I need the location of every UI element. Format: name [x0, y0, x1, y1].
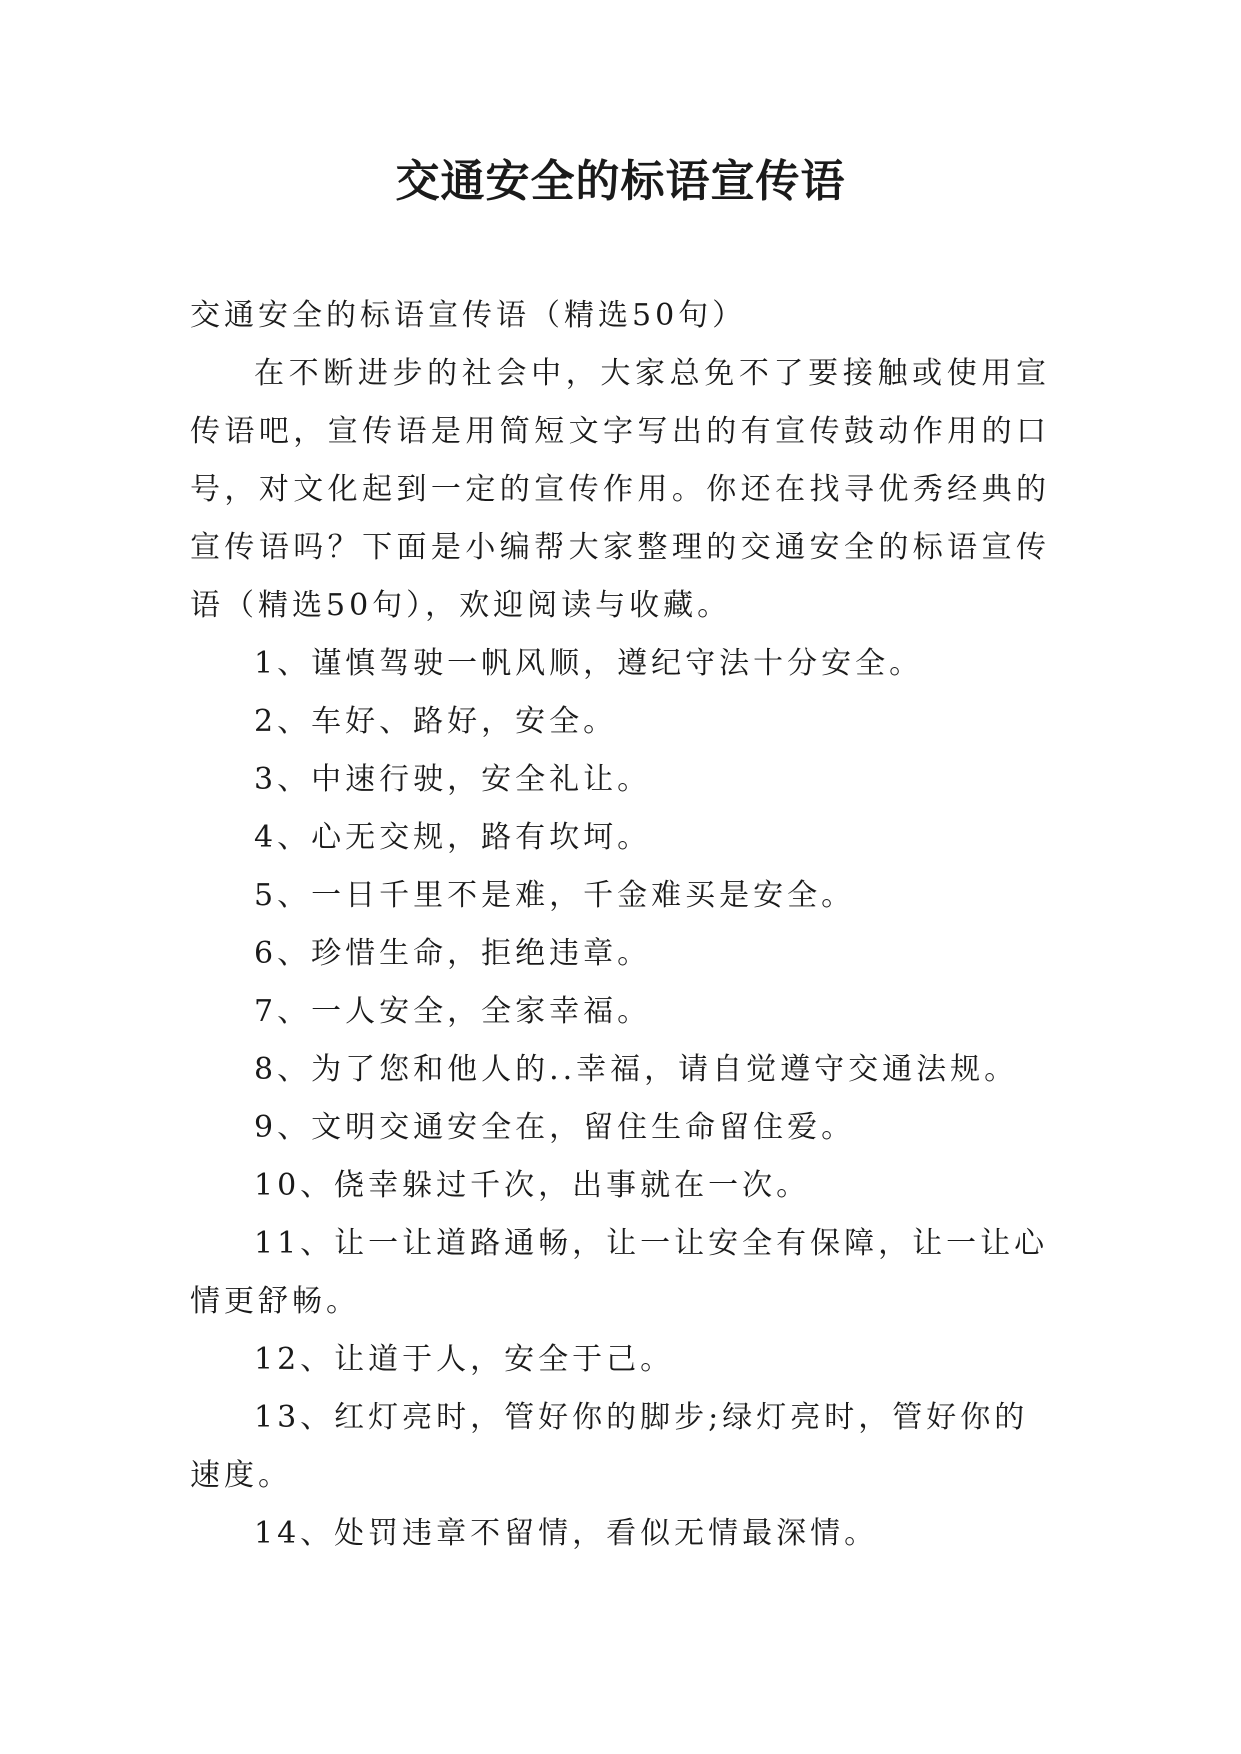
slogan-item: 9、文明交通安全在，留住生命留住爱。: [254, 1110, 856, 1145]
document-title: 交通安全的标语宣传语: [395, 156, 846, 207]
slogan-item: 4、心无交规，路有坎坷。: [254, 820, 652, 855]
slogan-item: 14、处罚违章不留情，看似无情最深情。: [254, 1516, 879, 1551]
slogan-item: 12、让道于人，安全于己。: [254, 1342, 675, 1377]
slogan-item: 10、侥幸躲过千次，出事就在一次。: [254, 1168, 811, 1203]
slogan-item: 8、为了您和他人的..幸福，请自觉遵守交通法规。: [254, 1052, 1019, 1087]
document-body: [190, 287, 1050, 1563]
slogan-item: 5、一日千里不是难，千金难买是安全。: [254, 878, 856, 913]
slogan-item: 2、车好、路好，安全。: [254, 704, 618, 739]
intro-paragraph: 在不断进步的社会中，大家总免不了要接触或使用宣传语吧，宣传语是用简短文字写出的有宣传鼓动作用的口号，对文化起到一定的宣传作用。你还在找寻优秀经典的宣传语吗？下面是小编帮大家整理的交通安全的标语宣传语（精选50句），欢迎阅读与收藏。: [190, 356, 1050, 623]
slogan-item: 11、让一让道路通畅，让一让安全有保障，让一让心情更舒畅。: [190, 1226, 1049, 1319]
slogan-item: 1、谨慎驾驶一帆风顺，遵纪守法十分安全。: [254, 646, 924, 681]
slogan-item: 6、珍惜生命，拒绝违章。: [254, 936, 652, 971]
slogan-item: 13、红灯亮时，管好你的脚步;绿灯亮时，管好你的速度。: [190, 1400, 1029, 1493]
slogan-item: 3、中速行驶，安全礼让。: [254, 762, 652, 797]
document-subtitle: 交通安全的标语宣传语（精选50句）: [190, 298, 747, 333]
slogan-item: 7、一人安全，全家幸福。: [254, 994, 652, 1029]
